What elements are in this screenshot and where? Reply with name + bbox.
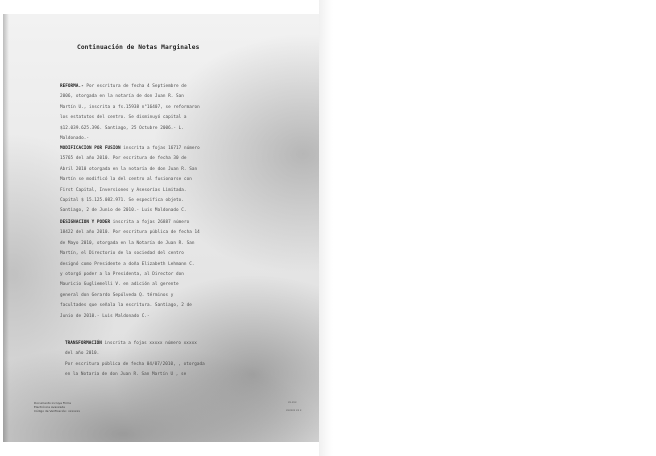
text-line	[65, 339, 265, 349]
stamp-code: xx.xxx	[288, 401, 297, 404]
text-line	[60, 206, 252, 216]
text-line	[60, 301, 252, 311]
line-text: de Mayo 2010, otorgada en la Notaría de Juan R. San	[60, 240, 195, 246]
line-text: $12.039.625.396. Santiago, 25 Octubre 2006.- L.	[60, 125, 184, 131]
text-line	[60, 312, 252, 322]
text-line	[60, 260, 252, 270]
section-designacion	[60, 218, 252, 322]
line-text: Capital $ 15.125.082.971. Se especifica objeto.	[60, 197, 184, 203]
text-line	[60, 92, 252, 102]
section-modificacion	[60, 144, 252, 217]
text-line	[60, 270, 252, 280]
text-line	[60, 239, 252, 249]
line-text: y otorgó poder a la Presidenta, al Director don	[60, 271, 184, 277]
line-text: Martín se modificó la del centro al fusionarse con	[60, 177, 192, 183]
text-line	[60, 124, 252, 134]
footer-line: Electrónica Avanzada	[34, 404, 65, 409]
folio-stamp: xxxxxx xx x	[286, 409, 302, 412]
text-line	[60, 228, 252, 238]
text-line	[65, 370, 265, 380]
text-line	[60, 196, 252, 206]
text-line	[60, 134, 252, 144]
section-heading: TRANSFORMACIÓN	[65, 341, 102, 346]
line-text: Martín, el Directorio de la sociedad del centro	[60, 251, 184, 257]
text-line	[65, 349, 265, 359]
text-line	[60, 82, 252, 92]
line-text: Martín U., inscrita a fs.15938 n°16407, se reformaron	[60, 104, 200, 110]
line-text: Por escritura de fecha 4 Septiembre de	[83, 84, 187, 89]
line-text: inscrita a fojas 26887 número	[110, 220, 190, 225]
section-heading: REFORMA.-	[60, 84, 84, 89]
line-text: Mauricio Gugliemelli V. en adición al gerente	[60, 282, 179, 288]
line-text: 18422 del año 2010. Por escritura pública de fecha 14	[60, 230, 200, 236]
line-text: 15765 del año 2010. Por escritura de fecha 30 de	[60, 156, 187, 162]
line-text: facultades que señala la escritura. Santiago, 2 de	[60, 303, 192, 309]
footer-line: Documento incluye Firma	[34, 401, 71, 405]
text-line	[60, 249, 252, 259]
section-heading: MODIFICACION POR FUSION	[60, 146, 121, 151]
footer-line: Código de Verificación: xxxxxxx	[34, 408, 81, 413]
line-text: Santiago, 2 de Junio de 2010.- Luis Maldonado C.	[60, 208, 187, 214]
line-text: Junio de 2010.- Luis Maldonado C.-	[60, 313, 150, 319]
line-text: Abril 2010 otorgada en la notaría de don Juan R. San	[60, 166, 198, 172]
signature-footer	[34, 402, 124, 413]
text-line	[60, 113, 252, 123]
text-line	[60, 154, 252, 164]
text-line	[60, 165, 252, 175]
line-text: general don Gerardo Sepúlveda Q. términos y	[60, 292, 174, 298]
line-text: del año 2010.	[65, 351, 100, 357]
line-text: en la Notaría de don Juan R. San Martín U , se	[65, 372, 187, 378]
text-line	[60, 280, 252, 290]
text-line	[60, 103, 252, 113]
section-transformacion	[65, 339, 265, 381]
text-line	[60, 175, 252, 185]
line-text: inscrita a fojas xxxxx número xxxxx	[101, 341, 197, 346]
line-text: Maldonado.-	[60, 135, 90, 141]
text-line	[60, 218, 252, 228]
page-edge-shadow	[3, 14, 9, 442]
text-line	[65, 360, 265, 370]
page-side-shadow	[319, 0, 333, 456]
section-heading: DESIGNACION Y PODER	[60, 220, 111, 225]
text-line	[60, 291, 252, 301]
line-text: los estatutos del centro. Se disminuyó capital a	[60, 115, 187, 121]
line-text: designó como Presidente a doña Elizabeth Lehmann C.	[60, 261, 195, 267]
line-text: 2006, otorgada en la notaría de don Juan R. San	[60, 94, 184, 100]
line-text: inscrita a fojas 16717 número	[120, 146, 200, 151]
text-line	[60, 186, 252, 196]
text-line	[60, 144, 252, 154]
page-title: Continuación de Notas Marginales	[77, 44, 200, 51]
line-text: First Capital, Inversiones y Asesorías Limitada.	[60, 187, 187, 193]
line-text: Por escritura pública de fecha 04/07/2010, , otorgada	[65, 361, 205, 367]
scanned-page	[3, 14, 319, 442]
section-reforma	[60, 82, 252, 144]
